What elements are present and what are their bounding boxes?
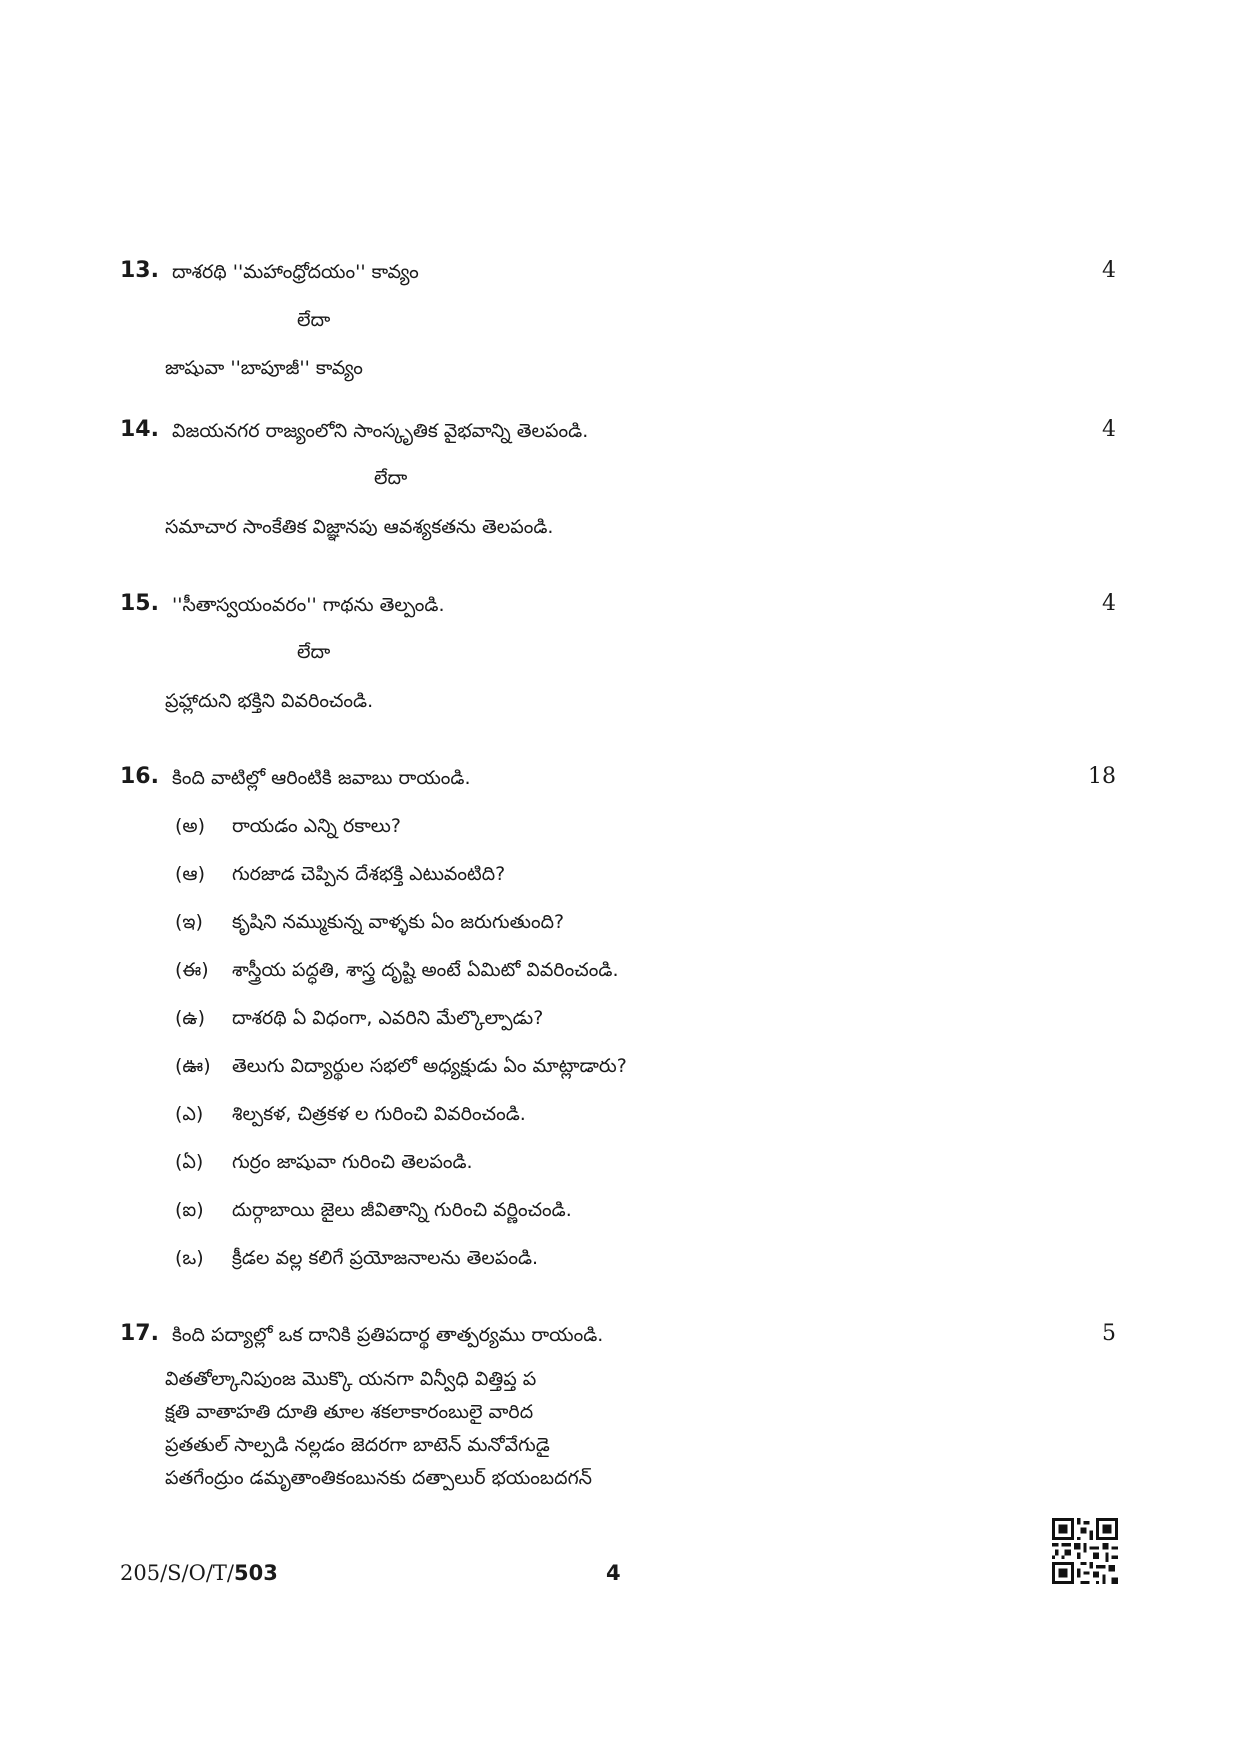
question-15-or: లేదా: [297, 641, 331, 663]
sub-question-text: క్రీడల వల్ల కలిగే ప్రయోజనాలను తెలపండి.: [232, 1247, 539, 1269]
sub-question-text: దాశరథి ఏ విధంగా, ఎవరిని మేల్కొల్పాడు?: [232, 1007, 544, 1029]
sub-question-text: తెలుగు విద్యార్థుల సభలో అధ్యక్షుడు ఏం మాట్లాడారు?: [232, 1055, 627, 1077]
question-15-text: ''సీతాస్వయంవరం'' గాథను తెల్పండి.: [172, 594, 445, 616]
sub-question-label: (ఇ): [175, 911, 203, 933]
poem-line: ప్రతతుల్ సాల్పడి నల్లడం జెదరగా బాటెన్ మనోవేగుడై: [165, 1434, 550, 1456]
sub-question-text: దుర్గాబాయి జైలు జీవితాన్ని గురించి వర్ణించండి.: [232, 1199, 572, 1221]
poem-line: పతగేంద్రుం డమృతాంతికంబునకు దత్పాలుర్ భయంబదగన్: [165, 1467, 592, 1489]
question-17-number: 17.: [120, 1321, 159, 1346]
poem-line: వితతోల్కానిపుంజ మొక్కొ యనగా విన్వీధి విత్తిప్త ప: [165, 1368, 537, 1390]
sub-question-label: (ఒ): [175, 1247, 204, 1269]
paper-code-prefix: 205/S/O/T/: [120, 1561, 234, 1585]
question-15-alternative: ప్రహ్లాదుని భక్తిని వివరించండి.: [165, 690, 374, 712]
sub-question-text: గుర్రం జాషువా గురించి తెలపండి.: [232, 1151, 473, 1173]
question-14-marks: 4: [1102, 417, 1116, 442]
qr-code-icon: [1052, 1518, 1118, 1584]
sub-question-text: గురజాడ చెప్పిన దేశభక్తి ఎటువంటిది?: [232, 863, 506, 885]
question-17-marks: 5: [1102, 1321, 1116, 1346]
sub-question-text: కృషిని నమ్ముకున్న వాళ్ళకు ఏం జరుగుతుంది?: [232, 911, 565, 933]
question-13-marks: 4: [1102, 258, 1116, 283]
question-14-alternative: సమాచార సాంకేతిక విజ్ఞానపు ఆవశ్యకతను తెలపండి.: [165, 516, 554, 538]
sub-question-label: (అ): [175, 815, 206, 837]
question-14-or: లేదా: [374, 467, 408, 489]
sub-question-text: శాస్త్రీయ పద్ధతి, శాస్త్ర దృష్టి అంటే ఏమిటో వివరించండి.: [232, 959, 619, 981]
question-14-text: విజయనగర రాజ్యంలోని సాంస్కృతిక వైభవాన్ని తెలపండి.: [172, 420, 589, 442]
question-13-text: దాశరథి ''మహాంధ్రోదయం'' కావ్యం: [172, 261, 419, 283]
sub-question-label: (ఊ): [175, 1055, 211, 1077]
question-16-number: 16.: [120, 764, 159, 789]
question-13-alternative: జాషువా ''బాపూజీ'' కావ్యం: [165, 357, 363, 379]
question-13-or: లేదా: [297, 309, 331, 331]
sub-question-label: (ఆ): [175, 863, 205, 885]
sub-question-label: (ఉ): [175, 1007, 205, 1029]
question-15-number: 15.: [120, 591, 159, 616]
paper-code: [120, 1561, 278, 1585]
question-16-text: కింది వాటిల్లో ఆరింటికి జవాబు రాయండి.: [172, 767, 471, 789]
question-13-number: 13.: [120, 258, 159, 283]
poem-line: క్షతి వాతాహతి దూతి తూల శకలాకారంబులై వారిద: [165, 1401, 534, 1423]
question-17-text: కింది పద్యాల్లో ఒక దానికి ప్రతిపదార్థ తాత్పర్యము రాయండి.: [172, 1324, 604, 1346]
question-16-marks: 18: [1088, 764, 1116, 789]
page-number: 4: [606, 1561, 621, 1585]
sub-question-text: శిల్పకళ, చిత్రకళ ల గురించి వివరించండి.: [232, 1103, 526, 1125]
question-14-number: 14.: [120, 417, 159, 442]
paper-code-number: 503: [234, 1561, 278, 1585]
sub-question-label: (ఈ): [175, 959, 209, 981]
sub-question-label: (ఏ): [175, 1151, 204, 1173]
question-15-marks: 4: [1102, 591, 1116, 616]
sub-question-label: (ఐ): [175, 1199, 204, 1221]
sub-question-text: రాయడం ఎన్ని రకాలు?: [232, 815, 401, 837]
sub-question-label: (ఎ): [175, 1103, 204, 1125]
